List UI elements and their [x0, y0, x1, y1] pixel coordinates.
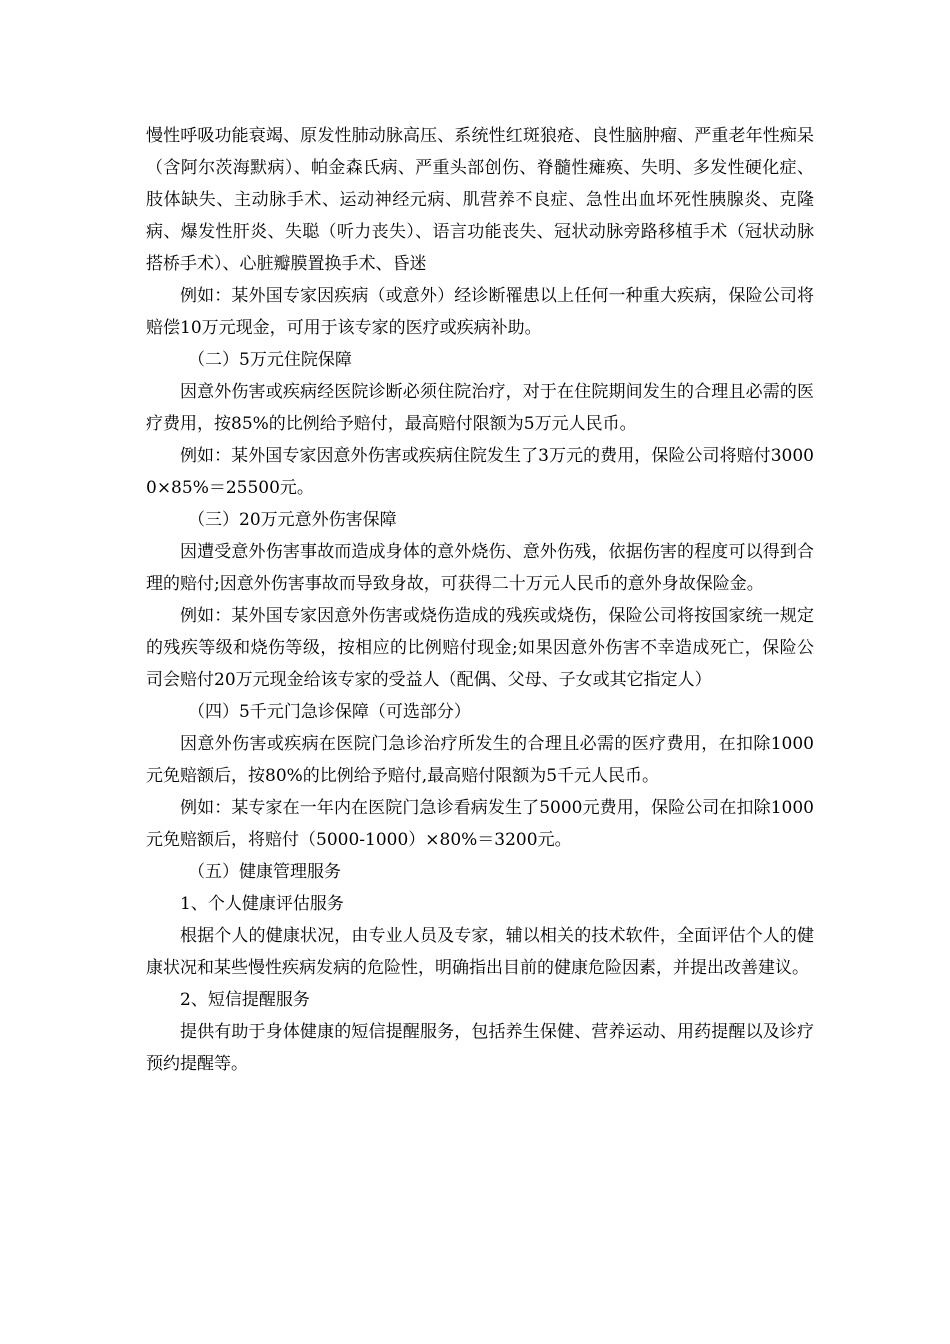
paragraph-health-assessment: 根据个人的健康状况，由专业人员及专家，辅以相关的技术软件，全面评估个人的健康状况和某些慢性疾病发病的危险性，明确指出目前的健康危险因素，并提出改善建议。: [146, 926, 814, 978]
paragraph-hospitalization-example: 例如：某外国专家因意外伤害或疾病住院发生了3万元的费用，保险公司将赔付30000×85%＝25500元。: [146, 446, 814, 498]
paragraph-hospitalization-terms: 因意外伤害或疾病经医院诊断必须住院治疗，对于在住院期间发生的合理且必需的医疗费用，按85%的比例给予赔付，最高赔付限额为5万元人民币。: [146, 382, 814, 434]
section-heading-outpatient: （四）5千元门急诊保障（可选部分）: [188, 702, 471, 722]
paragraph-accident-example: 例如：某外国专家因意外伤害或烧伤造成的残疾或烧伤，保险公司将按国家统一规定的残疾等级和烧伤等级，按相应的比例赔付现金;如果因意外伤害不幸造成死亡，保险公司会赔付20万元现金给该专家的受益人（配偶、父母、子女或其它指定人）: [146, 606, 814, 690]
paragraph-critical-illness-list: 慢性呼吸功能衰竭、原发性肺动脉高压、系统性红斑狼疮、良性脑肿瘤、严重老年性痴呆（含阿尔茨海默病）、帕金森氏病、严重头部创伤、脊髓性瘫痪、失明、多发性硬化症、肢体缺失、主动脉手术、运动神经元病、肌营养不良症、急性出血坏死性胰腺炎、克隆病、爆发性肝炎、失聪（听力丧失）、语言功能丧失、冠状动脉旁路移植手术（冠状动脉搭桥手术）、心脏瓣膜置换手术、昏迷: [146, 126, 814, 274]
section-heading-health-management: （五）健康管理服务: [188, 862, 341, 882]
section-heading-hospitalization: （二）5万元住院保障: [188, 350, 352, 370]
section-heading-accident: （三）20万元意外伤害保障: [188, 510, 397, 530]
subheading-health-assessment: 1、个人健康评估服务: [180, 894, 344, 914]
paragraph-outpatient-example: 例如：某专家在一年内在医院门急诊看病发生了5000元费用，保险公司在扣除1000元免赔额后，将赔付（5000-1000）×80%＝3200元。: [146, 798, 814, 850]
paragraph-accident-terms: 因遭受意外伤害事故而造成身体的意外烧伤、意外伤残，依据伤害的程度可以得到合理的赔付;因意外伤害事故而导致身故，可获得二十万元人民币的意外身故保险金。: [146, 542, 814, 594]
paragraph-outpatient-terms: 因意外伤害或疾病在医院门急诊治疗所发生的合理且必需的医疗费用，在扣除1000元免赔额后，按80%的比例给予赔付,最高赔付限额为5千元人民币。: [146, 734, 814, 786]
subheading-sms-reminder: 2、短信提醒服务: [180, 990, 310, 1010]
paragraph-critical-illness-example: 例如：某外国专家因疾病（或意外）经诊断罹患以上任何一种重大疾病，保险公司将赔偿10万元现金，可用于该专家的医疗或疾病补助。: [146, 286, 814, 338]
document-page: [146, 120, 814, 1080]
paragraph-sms-reminder: 提供有助于身体健康的短信提醒服务，包括养生保健、营养运动、用药提醒以及诊疗预约提醒等。: [146, 1022, 814, 1074]
